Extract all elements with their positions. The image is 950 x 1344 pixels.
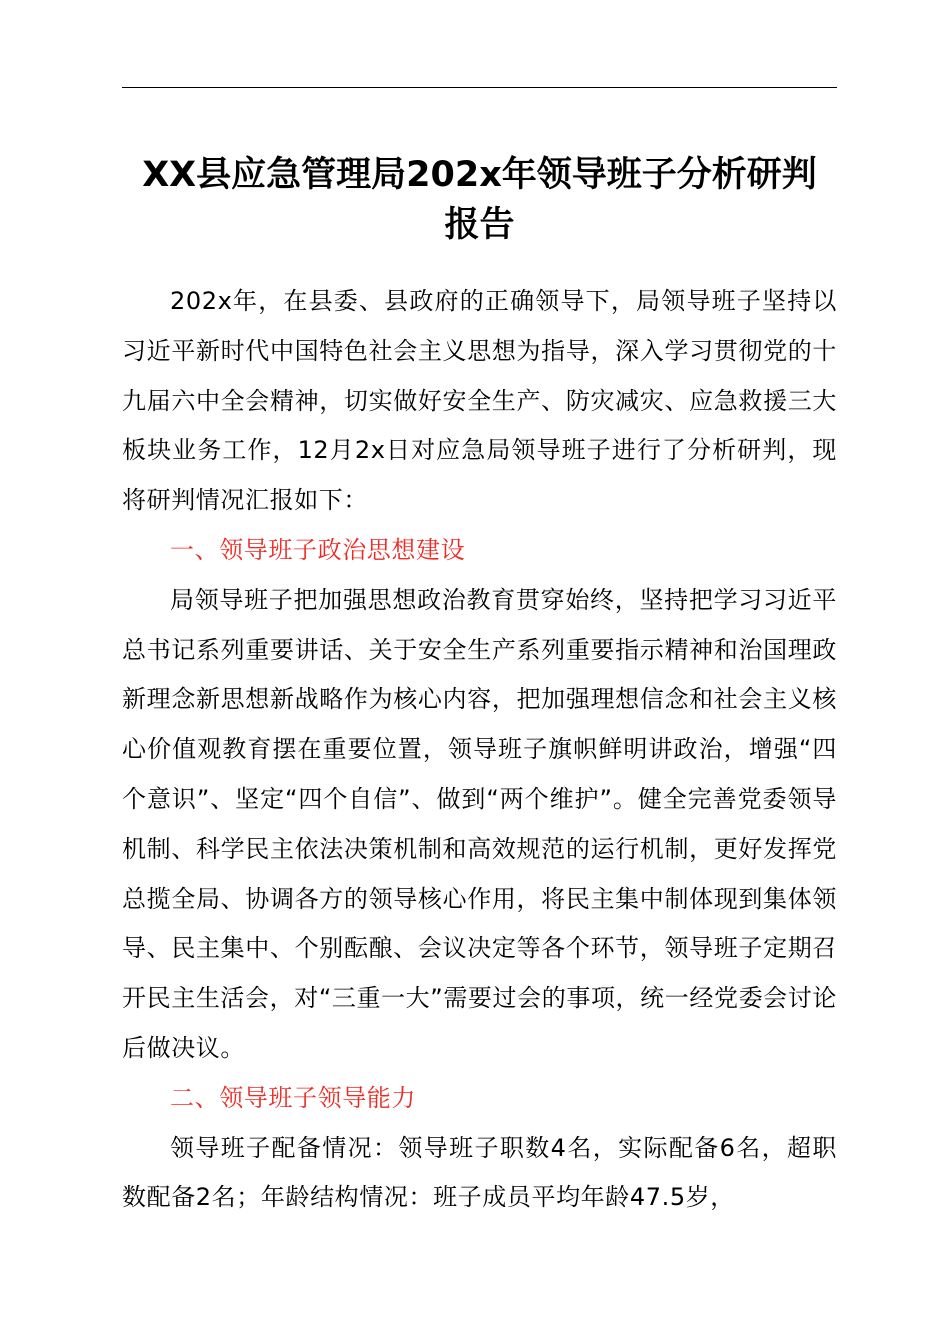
intro-paragraph: 202x年，在县委、县政府的正确领导下，局领导班子坚持以习近平新时代中国特色社会主义思想为指导，深入学习贯彻党的十九届六中全会精神，切实做好安全生产、防灾减灾、应急救援三大板块业务工作，12月2x日对应急局领导班子进行了分析研判，现将研判情况汇报如下： [122,287,837,515]
document-title [122,150,837,250]
header-rule [122,87,837,88]
section-body-political: 局领导班子把加强思想政治教育贯穿始终，坚持把学习习近平总书记系列重要讲话、关于安全生产系列重要指示精神和治国理政新理念新思想新战略作为核心内容，把加强理想信念和社会主义核心价值观教育摆在重要位置，领导班子旗帜鲜明讲政治，增强“四个意识”、坚定“四个自信”、做到“两个维护”。健全完善党委领导机制、科学民主依法决策机制和高效规范的运行机制，更好发挥党总揽全局、协调各方的领导核心作用，将民主集中制体现到集体领导、民主集中、个别酝酿、会议决定等各个环节，领导班子定期召开民主生活会，对“三重一大”需要过会的事项，统一经党委会讨论后做决议。 [122,585,837,1062]
document-title-line-2: 报告 [444,205,515,245]
section-heading-political: 一、领导班子政治思想建设 [170,535,466,564]
document-body [122,277,837,1223]
section-body-leadership: 领导班子配备情况：领导班子职数4名，实际配备6名，超职数配备2名；年龄结构情况：班子成员平均年龄47.5岁， [122,1133,837,1212]
section-heading-leadership: 二、领导班子领导能力 [170,1083,416,1112]
document-title-line-1: XX县应急管理局202x年领导班子分析研判 [142,155,817,195]
